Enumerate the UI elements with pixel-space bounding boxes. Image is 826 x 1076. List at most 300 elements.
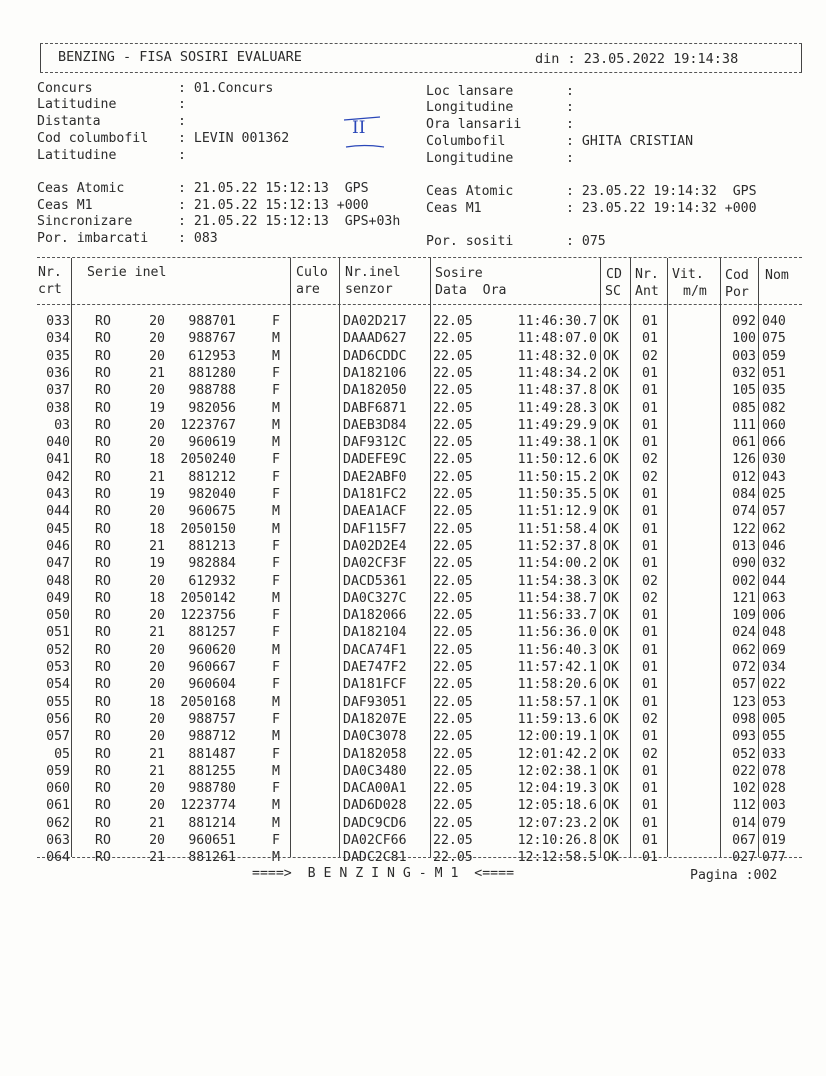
col-divider xyxy=(630,258,631,857)
row-date: 22.05 xyxy=(433,781,473,797)
row-year: 20 xyxy=(149,833,165,848)
row-date: 22.05 xyxy=(433,642,473,658)
row-sensor-id: DADEFE9C xyxy=(343,452,407,468)
row-number: 043 xyxy=(46,487,70,502)
row-ring-number: 960619 xyxy=(188,435,236,451)
row-time: 11:54:38.7 xyxy=(517,590,597,606)
row-date: 22.05 xyxy=(433,556,473,572)
col-culoare-header: Culo xyxy=(296,265,328,280)
row-sex: F xyxy=(272,677,280,693)
row-year: 20 xyxy=(149,729,165,745)
row-sex: F xyxy=(272,573,280,589)
row-year: 19 xyxy=(149,556,165,572)
clock-left-label: Ceas M1 xyxy=(37,198,93,213)
row-cod: 126 xyxy=(732,452,756,468)
row-nom: 062 xyxy=(762,521,786,537)
row-ring-number: 881257 xyxy=(188,625,236,641)
info-left-value: : 01.Concurs xyxy=(178,81,274,96)
clock-right-value: : 23.05.22 19:14:32 +000 xyxy=(566,201,757,216)
row-sensor-id: DADC9CD6 xyxy=(343,815,407,831)
col-sosire-header: Sosire xyxy=(435,266,483,281)
row-status: OK xyxy=(603,400,619,416)
col-divider xyxy=(600,258,601,857)
info-right-value: : xyxy=(566,100,574,115)
row-cod: 085 xyxy=(732,400,756,416)
row-country: RO xyxy=(95,711,111,727)
row-antenna: 01 xyxy=(642,660,658,675)
col-divider xyxy=(430,258,431,857)
row-year: 21 xyxy=(149,469,165,485)
row-number: 059 xyxy=(46,763,70,779)
row-time: 11:49:28.3 xyxy=(517,400,597,416)
info-right-label: Loc lansare xyxy=(426,84,514,99)
row-number: 050 xyxy=(46,608,70,624)
row-date: 22.05 xyxy=(433,694,473,710)
row-date: 22.05 xyxy=(433,452,473,468)
row-sex: F xyxy=(272,608,280,624)
row-ring-number: 612932 xyxy=(188,573,236,589)
row-cod: 067 xyxy=(732,833,756,848)
table-header-rule xyxy=(37,304,802,305)
row-antenna: 01 xyxy=(642,504,658,520)
info-right-value: : xyxy=(566,84,574,99)
row-time: 12:07:23.2 xyxy=(517,815,597,831)
row-cod: 061 xyxy=(732,435,756,451)
row-cod: 002 xyxy=(732,573,756,589)
row-cod: 121 xyxy=(732,590,756,606)
row-year: 20 xyxy=(149,331,165,347)
row-sex: F xyxy=(272,746,280,762)
row-ring-number: 988701 xyxy=(188,314,236,329)
row-sensor-id: DA0C3078 xyxy=(343,729,407,745)
row-year: 20 xyxy=(149,781,165,797)
row-cod: 100 xyxy=(732,331,756,347)
row-date: 22.05 xyxy=(433,608,473,624)
row-nom: 053 xyxy=(762,694,786,710)
row-nom: 051 xyxy=(762,365,786,381)
row-country: RO xyxy=(95,677,111,693)
info-right-label: Columbofil xyxy=(426,134,506,149)
info-left-label: Cod columbofil xyxy=(37,131,149,146)
row-number: 063 xyxy=(46,833,70,848)
row-nom: 005 xyxy=(762,711,786,727)
row-time: 11:50:15.2 xyxy=(517,469,597,485)
row-ring-number: 2050150 xyxy=(180,521,236,537)
row-ring-number: 960620 xyxy=(188,642,236,658)
row-antenna: 01 xyxy=(642,538,658,554)
row-antenna: 01 xyxy=(642,314,658,329)
clock-left-label: Ceas Atomic xyxy=(37,181,125,196)
info-right-label: Longitudine xyxy=(426,100,514,115)
row-sensor-id: DA182050 xyxy=(343,383,407,399)
row-ring-number: 960651 xyxy=(188,833,236,848)
clock-left-value: : 21.05.22 15:12:13 +000 xyxy=(178,198,369,213)
handwritten-underline xyxy=(340,114,390,154)
row-sensor-id: DA182106 xyxy=(343,365,407,381)
row-sensor-id: DACA74F1 xyxy=(343,642,407,658)
row-status: OK xyxy=(603,452,619,468)
col-cod-header: Por xyxy=(725,285,749,300)
row-sensor-id: DA182104 xyxy=(343,625,407,641)
row-year: 18 xyxy=(149,694,165,710)
row-ring-number: 988780 xyxy=(188,781,236,797)
info-left-label: Concurs xyxy=(37,81,93,96)
row-ring-number: 612953 xyxy=(188,348,236,364)
row-ring-number: 982056 xyxy=(188,400,236,416)
row-sex: M xyxy=(272,729,280,745)
row-sensor-id: DA182066 xyxy=(343,608,407,624)
row-nom: 028 xyxy=(762,781,786,797)
row-sensor-id: DA02D2E4 xyxy=(343,538,407,554)
row-sex: M xyxy=(272,348,280,364)
row-cod: 057 xyxy=(732,677,756,693)
row-nom: 078 xyxy=(762,763,786,779)
row-antenna: 01 xyxy=(642,521,658,537)
row-sensor-id: DACA00A1 xyxy=(343,781,407,797)
clock-right-label: Ceas Atomic xyxy=(426,184,514,199)
row-time: 11:48:07.0 xyxy=(517,331,597,347)
row-sensor-id: DAE747F2 xyxy=(343,660,407,675)
col-nr-header: Nr. xyxy=(38,265,62,280)
row-ring-number: 988767 xyxy=(188,331,236,347)
row-date: 22.05 xyxy=(433,400,473,416)
banner-left-edge xyxy=(40,44,41,72)
col-divider xyxy=(667,258,668,857)
row-sensor-id: DAAAD627 xyxy=(343,331,407,347)
row-sensor-id: DA0C3480 xyxy=(343,763,407,779)
row-sex: F xyxy=(272,538,280,554)
row-country: RO xyxy=(95,538,111,554)
row-nom: 057 xyxy=(762,504,786,520)
row-country: RO xyxy=(95,383,111,399)
clock-right-value: : 075 xyxy=(566,234,606,249)
row-year: 19 xyxy=(149,400,165,416)
row-time: 12:05:18.6 xyxy=(517,798,597,814)
row-cod: 102 xyxy=(732,781,756,797)
row-status: OK xyxy=(603,538,619,554)
row-sex: M xyxy=(272,590,280,606)
row-country: RO xyxy=(95,417,111,433)
row-number: 055 xyxy=(46,694,70,710)
row-country: RO xyxy=(95,694,111,710)
row-status: OK xyxy=(603,590,619,606)
row-status: OK xyxy=(603,833,619,848)
row-status: OK xyxy=(603,435,619,451)
row-time: 12:01:42.2 xyxy=(517,746,597,762)
row-number: 033 xyxy=(46,314,70,329)
row-ring-number: 1223756 xyxy=(180,608,236,624)
row-year: 20 xyxy=(149,642,165,658)
row-sex: M xyxy=(272,504,280,520)
row-time: 11:57:42.1 xyxy=(517,660,597,675)
table-top-rule xyxy=(37,257,802,258)
row-country: RO xyxy=(95,746,111,762)
row-country: RO xyxy=(95,660,111,675)
row-country: RO xyxy=(95,348,111,364)
row-year: 21 xyxy=(149,850,165,866)
row-sex: F xyxy=(272,625,280,641)
row-number: 061 xyxy=(46,798,70,814)
row-number: 037 xyxy=(46,383,70,399)
clock-left-label: Por. imbarcati xyxy=(37,231,149,246)
row-status: OK xyxy=(603,573,619,589)
row-sensor-id: DA18207E xyxy=(343,711,407,727)
info-left-value: : xyxy=(178,97,186,112)
row-cod: 062 xyxy=(732,642,756,658)
row-cod: 032 xyxy=(732,365,756,381)
row-status: OK xyxy=(603,746,619,762)
row-date: 22.05 xyxy=(433,365,473,381)
row-time: 11:49:38.1 xyxy=(517,435,597,451)
row-antenna: 02 xyxy=(642,348,658,364)
col-divider xyxy=(720,258,721,857)
row-cod: 098 xyxy=(732,711,756,727)
row-date: 22.05 xyxy=(433,383,473,399)
row-sensor-id: DAF9312C xyxy=(343,435,407,451)
row-year: 20 xyxy=(149,314,165,329)
row-sex: F xyxy=(272,314,280,329)
row-sex: F xyxy=(272,711,280,727)
row-time: 11:49:29.9 xyxy=(517,417,597,433)
col-nom-header: Nom xyxy=(765,268,789,283)
row-nom: 066 xyxy=(762,435,786,451)
report-date: din : 23.05.2022 19:14:38 xyxy=(535,51,739,67)
row-number: 062 xyxy=(46,815,70,831)
row-status: OK xyxy=(603,642,619,658)
row-country: RO xyxy=(95,469,111,485)
row-date: 22.05 xyxy=(433,798,473,814)
row-country: RO xyxy=(95,642,111,658)
row-cod: 024 xyxy=(732,625,756,641)
row-sex: M xyxy=(272,331,280,347)
row-cod: 027 xyxy=(732,850,756,866)
row-year: 20 xyxy=(149,417,165,433)
row-year: 20 xyxy=(149,660,165,675)
row-antenna: 02 xyxy=(642,711,658,727)
row-sensor-id: DAEB3D84 xyxy=(343,417,407,433)
row-nom: 040 xyxy=(762,314,786,329)
row-year: 20 xyxy=(149,504,165,520)
row-time: 11:48:34.2 xyxy=(517,365,597,381)
row-number: 040 xyxy=(46,435,70,451)
row-date: 22.05 xyxy=(433,469,473,485)
row-time: 11:52:37.8 xyxy=(517,538,597,554)
row-ring-number: 881487 xyxy=(188,746,236,762)
row-time: 11:56:40.3 xyxy=(517,642,597,658)
row-antenna: 02 xyxy=(642,746,658,762)
row-sensor-id: DAF93051 xyxy=(343,694,407,710)
row-year: 20 xyxy=(149,798,165,814)
row-nom: 003 xyxy=(762,798,786,814)
row-year: 21 xyxy=(149,625,165,641)
row-antenna: 01 xyxy=(642,798,658,814)
row-date: 22.05 xyxy=(433,314,473,329)
row-status: OK xyxy=(603,763,619,779)
row-antenna: 02 xyxy=(642,469,658,485)
row-sex: F xyxy=(272,469,280,485)
row-sensor-id: DA181FCF xyxy=(343,677,407,693)
row-date: 22.05 xyxy=(433,677,473,693)
row-year: 20 xyxy=(149,711,165,727)
row-time: 12:12:58.5 xyxy=(517,850,597,866)
row-sensor-id: DA182058 xyxy=(343,746,407,762)
row-number: 051 xyxy=(46,625,70,641)
row-antenna: 01 xyxy=(642,417,658,433)
row-status: OK xyxy=(603,348,619,364)
row-number: 038 xyxy=(46,400,70,416)
row-ring-number: 881213 xyxy=(188,538,236,554)
row-sensor-id: DAF115F7 xyxy=(343,521,407,537)
row-antenna: 01 xyxy=(642,781,658,797)
row-year: 21 xyxy=(149,815,165,831)
col-vit-header: Vit. xyxy=(672,267,704,282)
row-nom: 030 xyxy=(762,452,786,468)
row-antenna: 02 xyxy=(642,452,658,468)
row-sensor-id: DAE2ABF0 xyxy=(343,469,407,485)
row-date: 22.05 xyxy=(433,348,473,364)
row-status: OK xyxy=(603,383,619,399)
row-year: 20 xyxy=(149,573,165,589)
row-time: 12:02:38.1 xyxy=(517,763,597,779)
row-country: RO xyxy=(95,521,111,537)
row-status: OK xyxy=(603,331,619,347)
row-year: 18 xyxy=(149,452,165,468)
col-divider xyxy=(71,258,72,857)
clock-left-label: Sincronizare xyxy=(37,214,133,229)
row-ring-number: 2050168 xyxy=(180,694,236,710)
row-antenna: 01 xyxy=(642,815,658,831)
row-ring-number: 1223774 xyxy=(180,798,236,814)
row-cod: 052 xyxy=(732,746,756,762)
row-ring-number: 881214 xyxy=(188,815,236,831)
info-left-value: : xyxy=(178,148,186,163)
row-nom: 069 xyxy=(762,642,786,658)
row-status: OK xyxy=(603,815,619,831)
row-antenna: 01 xyxy=(642,694,658,710)
row-cod: 014 xyxy=(732,815,756,831)
row-country: RO xyxy=(95,729,111,745)
row-date: 22.05 xyxy=(433,331,473,347)
row-time: 12:04:19.3 xyxy=(517,781,597,797)
col-sosire-header: Data Ora xyxy=(435,283,507,298)
row-nom: 077 xyxy=(762,850,786,866)
row-status: OK xyxy=(603,781,619,797)
row-ring-number: 960675 xyxy=(188,504,236,520)
row-number: 057 xyxy=(46,729,70,745)
row-sensor-id: DADC2C81 xyxy=(343,850,407,866)
row-time: 11:48:37.8 xyxy=(517,383,597,399)
row-number: 041 xyxy=(46,452,70,468)
row-sex: F xyxy=(272,365,280,381)
row-country: RO xyxy=(95,625,111,641)
row-nom: 025 xyxy=(762,487,786,502)
row-sensor-id: DA02CF3F xyxy=(343,556,407,572)
row-number: 052 xyxy=(46,642,70,658)
row-antenna: 02 xyxy=(642,573,658,589)
info-left-value: : LEVIN 001362 xyxy=(178,131,290,146)
handwritten-mark: II xyxy=(352,118,366,138)
row-status: OK xyxy=(603,625,619,641)
row-sensor-id: DABF6871 xyxy=(343,400,407,416)
row-number: 060 xyxy=(46,781,70,797)
row-status: OK xyxy=(603,521,619,537)
row-sensor-id: DA181FC2 xyxy=(343,487,407,502)
row-antenna: 01 xyxy=(642,833,658,848)
row-nom: 063 xyxy=(762,590,786,606)
row-status: OK xyxy=(603,487,619,502)
row-status: OK xyxy=(603,608,619,624)
row-antenna: 01 xyxy=(642,435,658,451)
row-sex: M xyxy=(272,694,280,710)
col-serie-header: Serie inel xyxy=(87,265,167,280)
row-year: 21 xyxy=(149,365,165,381)
row-date: 22.05 xyxy=(433,711,473,727)
col-culoare-header: are xyxy=(296,282,320,297)
row-status: OK xyxy=(603,694,619,710)
row-nom: 075 xyxy=(762,331,786,347)
row-status: OK xyxy=(603,314,619,329)
report-title: BENZING - FISA SOSIRI EVALUARE xyxy=(58,49,302,65)
row-ring-number: 2050142 xyxy=(180,590,236,606)
banner-top-rule xyxy=(40,43,802,44)
row-time: 11:50:12.6 xyxy=(517,452,597,468)
row-antenna: 01 xyxy=(642,763,658,779)
row-date: 22.05 xyxy=(433,833,473,848)
row-date: 22.05 xyxy=(433,660,473,675)
row-number: 046 xyxy=(46,538,70,554)
row-time: 11:54:00.2 xyxy=(517,556,597,572)
row-number: 036 xyxy=(46,365,70,381)
row-cod: 012 xyxy=(732,469,756,485)
row-year: 21 xyxy=(149,746,165,762)
row-time: 11:58:57.1 xyxy=(517,694,597,710)
row-sex: M xyxy=(272,763,280,779)
row-number: 049 xyxy=(46,590,70,606)
col-divider xyxy=(339,258,340,857)
row-date: 22.05 xyxy=(433,850,473,866)
row-country: RO xyxy=(95,815,111,831)
row-time: 11:51:12.9 xyxy=(517,504,597,520)
row-sex: M xyxy=(272,815,280,831)
col-sensor-header: senzor xyxy=(345,282,393,297)
row-ring-number: 988757 xyxy=(188,711,236,727)
row-cod: 123 xyxy=(732,694,756,710)
clock-left-value: : 21.05.22 15:12:13 GPS xyxy=(178,181,369,196)
row-nom: 046 xyxy=(762,538,786,554)
row-time: 11:56:36.0 xyxy=(517,625,597,641)
row-sensor-id: DAEA1ACF xyxy=(343,504,407,520)
row-antenna: 01 xyxy=(642,487,658,502)
info-right-value: : xyxy=(566,151,574,166)
row-sex: F xyxy=(272,452,280,468)
row-country: RO xyxy=(95,331,111,347)
row-antenna: 01 xyxy=(642,608,658,624)
row-cod: 013 xyxy=(732,538,756,554)
col-vit-header: m/m xyxy=(683,284,707,299)
info-left-label: Distanta xyxy=(37,114,101,129)
row-cod: 109 xyxy=(732,608,756,624)
row-status: OK xyxy=(603,417,619,433)
row-cod: 105 xyxy=(732,383,756,399)
col-cd-header: CD xyxy=(606,267,622,282)
row-date: 22.05 xyxy=(433,573,473,589)
row-date: 22.05 xyxy=(433,487,473,502)
row-ring-number: 1223767 xyxy=(180,417,236,433)
row-ring-number: 982040 xyxy=(188,487,236,502)
row-country: RO xyxy=(95,435,111,451)
row-cod: 112 xyxy=(732,798,756,814)
row-date: 22.05 xyxy=(433,815,473,831)
